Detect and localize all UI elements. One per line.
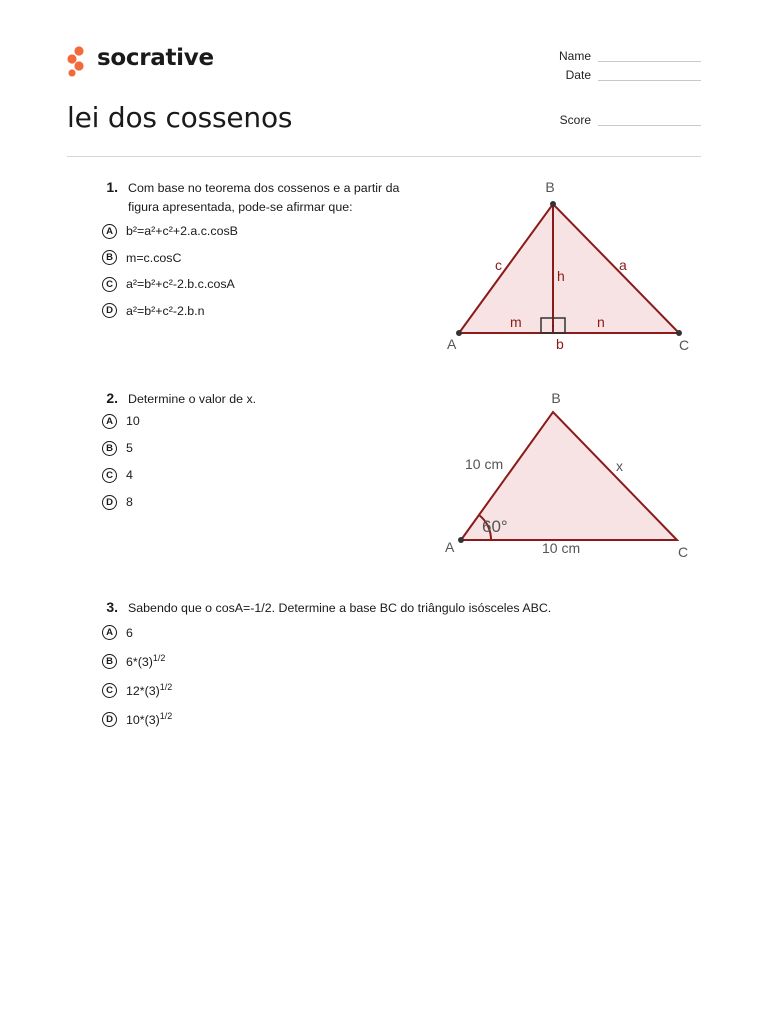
question-2-number: 2. <box>106 390 118 406</box>
triangle-shape <box>459 204 679 333</box>
option-text: 5 <box>126 441 133 455</box>
option-letter-badge: D <box>102 495 117 510</box>
name-field-line[interactable] <box>598 61 701 62</box>
segment-label-m: m <box>510 314 522 330</box>
question-3-options <box>102 622 172 729</box>
option-main-text: 6*(3) <box>126 655 153 670</box>
score-label: Score <box>559 113 591 127</box>
option-letter-badge: B <box>102 250 117 265</box>
height-label-h: h <box>557 268 565 284</box>
question-2-triangle-figure <box>440 385 700 565</box>
option-letter-badge: C <box>102 277 117 292</box>
vertex-label-b: B <box>545 179 555 195</box>
option-d[interactable] <box>102 709 172 729</box>
option-text: m=c.cosC <box>126 250 182 265</box>
option-text <box>126 711 172 727</box>
option-text <box>126 653 165 669</box>
option-letter-badge: A <box>102 414 117 429</box>
question-3-text: Sabendo que o cosA=-1/2. Determine a base BC do triângulo isósceles ABC. <box>128 601 552 615</box>
option-letter-badge: D <box>102 303 117 318</box>
option-text: 10 <box>126 414 140 428</box>
option-exponent: 1/2 <box>152 652 166 663</box>
page-title: lei dos cossenos <box>67 101 293 134</box>
question-1-number: 1. <box>106 179 118 195</box>
side-label-ab: 10 cm <box>465 456 504 472</box>
option-exponent: 1/2 <box>159 681 173 692</box>
side-label-c: c <box>495 257 502 273</box>
vertex-label-a: A <box>447 336 457 352</box>
side-label-ac: 10 cm <box>542 540 581 556</box>
option-text: 4 <box>126 468 133 482</box>
option-a[interactable] <box>102 411 140 431</box>
vertex-point <box>550 201 556 207</box>
option-main-text: 12*(3) <box>126 684 160 699</box>
vertex-label-b: B <box>551 390 561 406</box>
vertex-label-a: A <box>445 539 455 555</box>
option-c[interactable] <box>102 274 238 294</box>
question-1-triangle-figure <box>440 175 700 365</box>
option-letter-badge: C <box>102 468 117 483</box>
question-1-text-line: Com base no teorema dos cossenos e a partir da <box>128 181 400 195</box>
option-b[interactable] <box>102 651 172 671</box>
question-2-text: Determine o valor de x. <box>128 392 257 406</box>
vertex-label-c: C <box>678 544 689 560</box>
option-exponent: 1/2 <box>159 710 173 721</box>
option-text: a²=b²+c²-2.b.c.cosA <box>126 277 235 291</box>
option-letter-badge: A <box>102 625 117 640</box>
vertex-point <box>458 537 464 543</box>
option-letter-badge: B <box>102 441 117 456</box>
option-text: a²=b²+c²-2.b.n <box>126 303 205 318</box>
option-main-text: 6 <box>126 626 133 641</box>
side-label-b: b <box>556 336 564 352</box>
option-text: b²=a²+c²+2.a.c.cosB <box>126 224 238 238</box>
question-3-number: 3. <box>106 599 118 615</box>
option-letter-badge: B <box>102 654 117 669</box>
score-field-line[interactable] <box>598 125 701 126</box>
date-label: Date <box>565 68 591 82</box>
option-letter-badge: A <box>102 224 117 239</box>
question-1-options <box>102 221 238 321</box>
option-c[interactable] <box>102 680 172 700</box>
option-d[interactable] <box>102 492 140 512</box>
vertex-point <box>676 330 682 336</box>
option-a[interactable] <box>102 221 238 241</box>
option-letter-badge: C <box>102 683 117 698</box>
question-2-options <box>102 411 140 512</box>
option-c[interactable] <box>102 465 140 485</box>
option-text: 8 <box>126 495 133 509</box>
brand-name: socrative <box>97 45 214 71</box>
name-label: Name <box>558 49 591 63</box>
header-divider <box>67 156 701 157</box>
option-text <box>126 682 172 698</box>
option-a[interactable] <box>102 622 172 642</box>
option-b[interactable] <box>102 438 140 458</box>
option-d[interactable] <box>102 301 238 321</box>
vertex-label-c: C <box>679 337 690 353</box>
option-text <box>126 624 133 640</box>
option-main-text: 10*(3) <box>126 713 160 728</box>
date-field-line[interactable] <box>598 80 701 81</box>
socrative-logo-icon <box>66 45 94 77</box>
segment-label-n: n <box>597 314 605 330</box>
option-letter-badge: D <box>102 712 117 727</box>
angle-label-60: 60° <box>482 517 508 536</box>
question-1-text-line: figura apresentada, pode-se afirmar que: <box>128 200 353 214</box>
option-b[interactable] <box>102 248 238 268</box>
side-label-a: a <box>619 257 627 273</box>
vertex-point <box>456 330 462 336</box>
question-1-text <box>128 179 448 217</box>
side-label-x: x <box>616 458 623 474</box>
